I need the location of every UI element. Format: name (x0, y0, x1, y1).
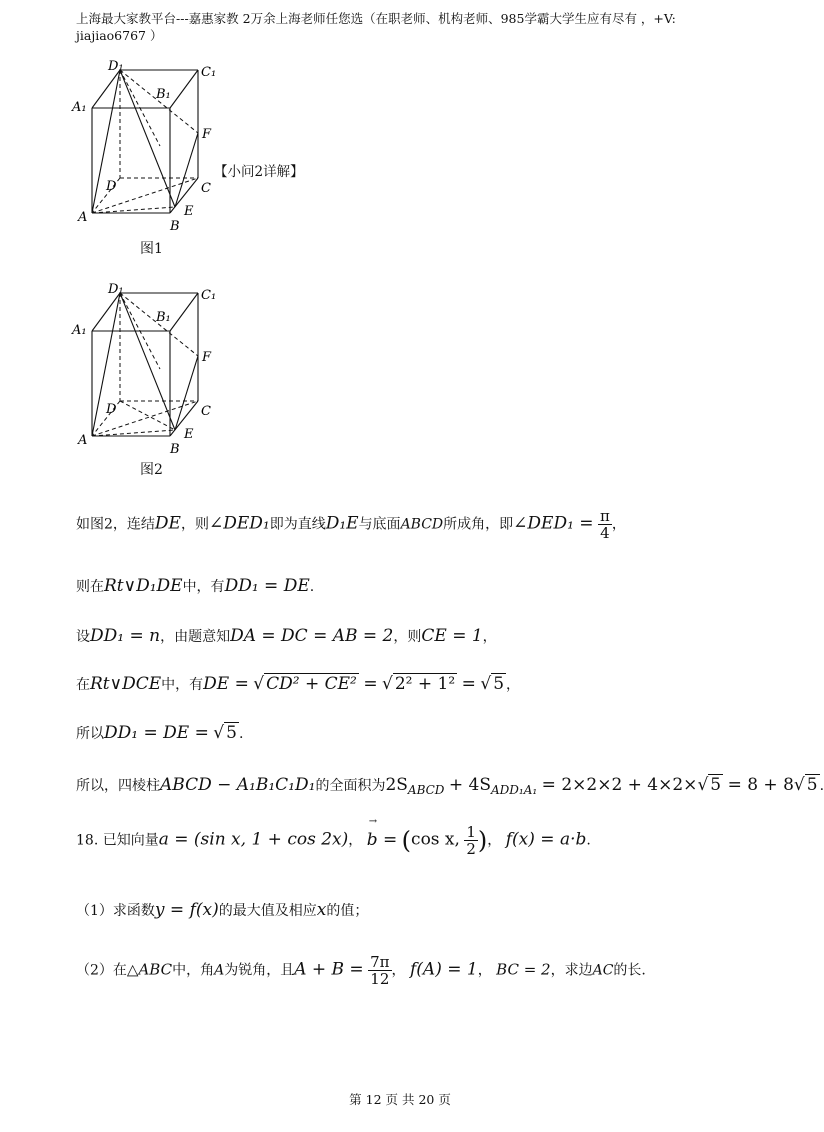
right-paren: ) (477, 826, 488, 855)
text: 的长. (613, 962, 646, 979)
text: ，由题意知 (160, 629, 231, 645)
text: ， (391, 962, 406, 979)
problem-18-part-1 (76, 900, 368, 920)
text: 为锐角，且 (224, 962, 295, 979)
text: ， (482, 629, 497, 645)
math-A: A (214, 962, 225, 979)
text: 中，有 (161, 677, 204, 693)
figure-2-caption: 图2 (140, 462, 163, 478)
label-C: C (201, 181, 211, 196)
text: . (238, 726, 244, 742)
text: ， (487, 832, 502, 849)
problem-18-statement (76, 815, 591, 858)
left-paren: ( (401, 826, 412, 855)
label-B1: B₁ (156, 87, 171, 102)
math-eq: DD₁ = n (90, 626, 161, 646)
problem-18-part-2 (76, 954, 646, 987)
label-D1: D₁ (108, 59, 124, 74)
subscript: ADD₁A₁ (491, 782, 538, 797)
text: 则在 (76, 579, 104, 595)
sqrt-radicand: CD² + CE² (266, 674, 357, 694)
figure-2 (70, 281, 220, 460)
subscript: ABCD (407, 782, 445, 797)
math-eq: = (461, 674, 476, 694)
figure-1-caption: 图1 (140, 241, 163, 257)
math-eq: + 4S (448, 775, 492, 795)
label-E: E (184, 204, 194, 219)
math-eq: BC = 2 (496, 960, 551, 979)
text: ， (477, 962, 492, 979)
text: 18. 已知向量 (76, 832, 159, 849)
sqrt-radicand: 5 (493, 674, 505, 694)
frac-num: 1 (466, 823, 476, 841)
text: ，则 (393, 629, 422, 645)
math-eq: DD₁ = DE = (104, 723, 209, 743)
math-vector-a: a = (sin x, 1 + cos 2x) (158, 829, 349, 850)
math-fn: y = f(x) (154, 900, 219, 920)
label-C1: C₁ (201, 65, 217, 80)
text: ，求边 (550, 962, 593, 979)
fraction-pi-4 (598, 508, 612, 541)
label-B: B (170, 442, 180, 457)
text: . (309, 579, 315, 595)
math-eq: CE = 1 (421, 626, 483, 646)
text: 中，角 (172, 962, 215, 979)
frac-den: 4 (600, 524, 610, 542)
math-AC: AC (592, 962, 614, 979)
text: 中，有 (182, 579, 225, 595)
solution-line-2 (76, 576, 314, 596)
header-line-2: jiajiao6767 ） (76, 28, 163, 43)
text: 在 (76, 677, 90, 693)
label-F: F (202, 127, 212, 142)
text: 设 (76, 629, 90, 645)
math-D1E: D₁E (325, 513, 359, 534)
label-A1: A₁ (72, 100, 87, 115)
sqrt-sign: √ (253, 674, 265, 694)
text: 所以，四棱柱 (76, 778, 160, 794)
text: 的值； (326, 903, 369, 919)
math-prism: ABCD − A₁B₁C₁D₁ (160, 775, 316, 795)
math-eq: 2S (385, 775, 408, 795)
text: ， (611, 516, 626, 533)
text: 所以 (76, 726, 104, 742)
label-C: C (201, 404, 211, 419)
label-A: A (78, 210, 88, 225)
figure-2-diagram (70, 281, 220, 456)
math-f-def: f(x) = a·b (505, 829, 587, 850)
frac-num: π (600, 507, 610, 525)
sqrt-radicand: 5 (806, 775, 818, 795)
vector-b (366, 815, 398, 850)
math-eq: DE = (203, 674, 249, 694)
math-triangle: Rt∨DCE (90, 674, 162, 694)
math-eq: A + B = (294, 959, 364, 980)
text: ， (506, 677, 521, 693)
text: . (586, 832, 591, 849)
math-angle: ∠DED₁ (208, 513, 270, 534)
label-C1: C₁ (201, 288, 217, 303)
solution-line-3 (76, 626, 497, 646)
arrow-icon: → (368, 815, 378, 827)
fraction-7pi-12 (368, 954, 391, 987)
subquestion-2-heading: 【小问2详解】 (214, 164, 304, 180)
sqrt-radicand: 5 (226, 723, 237, 743)
solution-line-6: 所以，四棱柱ABCD − A₁B₁C₁D₁的全面积为$2S_{ABCD} + 4S_{ADD_1A_1} = 2\times 2\times 2 + 4\times 2\times√$ 5 = 8 + 8√ 5 . (76, 775, 824, 797)
frac-den: 2 (466, 840, 476, 858)
math-eq: = 8 + 8 (727, 775, 794, 795)
label-A1: A₁ (72, 323, 87, 338)
label-E: E (184, 427, 194, 442)
label-D1: D₁ (108, 282, 124, 297)
text: （1）求函数 (76, 903, 155, 919)
math-b: b = (366, 829, 398, 850)
math-cos: cos x, (411, 829, 460, 850)
math-eq: = 2×2×2 + 4×2× (541, 775, 698, 795)
math-angle-eq: ∠DED₁ = (513, 513, 594, 534)
frac-den: 12 (370, 970, 390, 988)
text: 即为直线 (269, 516, 326, 533)
math-triangle: △ABC (126, 960, 173, 979)
math-x: x (316, 900, 327, 920)
math-ABCD: ABCD (400, 516, 444, 533)
solution-line-1 (76, 508, 626, 541)
math-eq: DD₁ = DE (224, 576, 310, 596)
math-DE: DE (154, 513, 181, 534)
math-eq: = (363, 674, 378, 694)
text: 所成角，即 (443, 516, 514, 533)
page-footer: 第 12 页 共 20 页 (349, 1092, 451, 1107)
label-D: D (106, 402, 117, 417)
text: 的全面积为 (315, 778, 386, 794)
label-A: A (78, 433, 88, 448)
text: 与底面 (358, 516, 401, 533)
math-eq: f(A) = 1 (410, 959, 478, 980)
label-F: F (202, 350, 212, 365)
text: 的最大值及相应 (218, 903, 317, 919)
solution-line-5: 所以DD₁ = DE = √ 5 . (76, 723, 244, 743)
figure-1-diagram (70, 58, 220, 233)
text: . (819, 778, 824, 794)
math-triangle: Rt∨D₁DE (104, 576, 183, 596)
text: 如图2，连结 (76, 516, 155, 533)
label-B: B (170, 219, 180, 234)
text: ，则 (180, 516, 209, 533)
sqrt-radicand: 5 (710, 775, 722, 795)
page-header (76, 10, 736, 44)
header-line-1: 上海最大家教平台---嘉惠家教 2万余上海老师任您选（在职老师、机构老师、985学霸大学生应有尽有 ，+V: (76, 11, 676, 26)
frac-num: 7π (370, 953, 390, 971)
solution-line-4: 在Rt∨DCE中，有DE = √ CD² + CE² = √ 2² + 1² = √ 5 ， (76, 674, 521, 694)
math-eq: DA = DC = AB = 2 (230, 626, 394, 646)
text: （2）在 (76, 962, 127, 979)
label-B1: B₁ (156, 310, 171, 325)
fraction-1-2 (464, 824, 478, 857)
text: ， (348, 832, 363, 849)
sqrt-radicand: 2² + 1² (394, 674, 456, 694)
label-D: D (106, 179, 117, 194)
figure-1 (70, 58, 220, 237)
